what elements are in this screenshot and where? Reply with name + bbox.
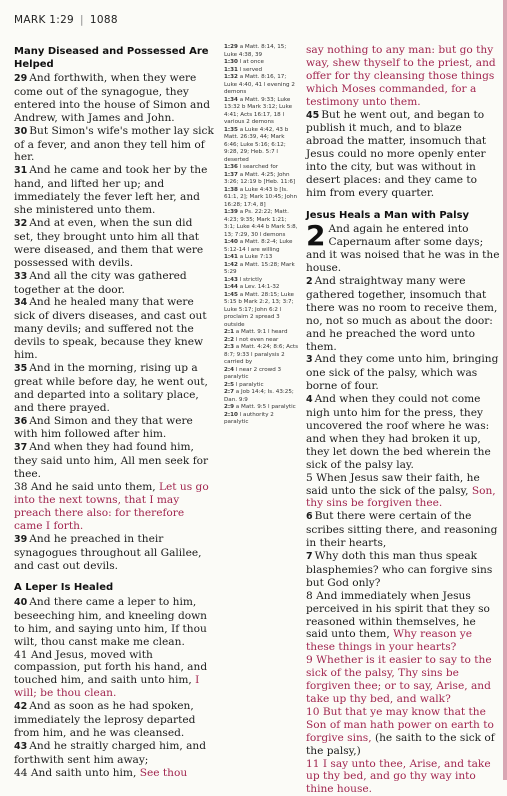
right-text-column: [306, 44, 500, 796]
verse-29: 29 And forthwith, when they were come out of the synagogue, they entered into the house of Simon and Andrew, with James and John.: [14, 72, 210, 124]
verse-44: 44 And saith unto him, See thou: [14, 766, 188, 779]
section-heading: Many Diseased and Possessed Are Helped: [14, 46, 209, 70]
cross-reference: 2:7 a Job 14:4; Is. 43:25; Dan. 9:9: [224, 389, 296, 403]
verse-34: 34 And he healed many that were sick of divers diseases, and cast out many devils; and suffered not the devils to speak, because they knew him.: [14, 296, 207, 362]
verse-38: 38 And he said unto them, Let us go into the next towns, that I may preach there also: for therefore came I forth.: [14, 481, 209, 532]
verse-2-5: 5 When Jesus saw their faith, he said unto the sick of the palsy, Son, thy sins be forgiven thee.: [306, 471, 496, 510]
section-heading: A Leper Is Healed: [14, 582, 114, 594]
verse-37: 37 And when they had found him, they said unto him, All men seek for thee.: [14, 441, 209, 481]
cross-reference: 2:9 a Matt. 9:5 l paralytic: [224, 404, 296, 410]
cross-reference: 1:34 a Matt. 9:33; Luke 13:32 b Mark 3:12; Luke 4:41; Acts 16:17, 18 l various 2 demons: [224, 96, 294, 125]
cross-reference: 1:40 a Matt. 8:2-4; Luke 5:12-14 l are willing: [224, 239, 295, 253]
cross-reference: 1:31 l served: [224, 66, 262, 73]
cross-reference: 2:3 a Matt. 4:24; 8:6; Acts 8:7; 9:33 l paralysis 2 carried by: [224, 344, 300, 365]
verse-list: [14, 72, 215, 481]
verse-41: 41 And Jesus, moved with compassion, put forth his hand, and touched him, and saith unto him, I will; be thou clean.: [14, 648, 208, 700]
verse-36: 36 And Simon and they that were with him followed after him.: [14, 414, 193, 441]
cross-reference: 1:39 a Ps. 22:22; Matt. 4:23; 9:35; Mark 1:21; 3:1; Luke 4:44 b Mark 5:8, 13; 7:29, 30 l demons: [224, 209, 300, 238]
verse-35: 35 And in the morning, rising up a great while before day, he went out, and departed into a solitary place, and there prayed.: [14, 361, 208, 414]
chapter-number: 2: [306, 219, 326, 253]
cross-reference: 1:38 a Luke 4:43 b [Is. 61:1, 2]; Mark 10:45; John 16:28; 17:4, 8]: [224, 186, 299, 208]
verse-33: 33 And all the city was gathered together at the door.: [14, 269, 187, 296]
verse-2-8: 8 And immediately when Jesus perceived in his spirit that they so reasoned within themselves, he said unto them, Why reason ye these things in your hearts?: [306, 589, 490, 654]
verse-list: [306, 275, 500, 472]
verse-2-1: 2 And again he entered into Capernaum after some days; and it was noised that he was in the house.: [306, 219, 500, 275]
cross-reference: 1:29 a Matt. 8:14, 15; Luke 4:38, 39: [224, 44, 289, 58]
running-head: MARK 1:29 | 1088: [14, 14, 118, 26]
verse-2-9: 9 Whether is it easier to say to the sick of the palsy, Thy sins be forgiven thee; or to say, Arise, and take up thy bed, and walk?: [306, 654, 492, 705]
cross-reference: 1:41 a Luke 7:13: [224, 254, 273, 260]
cross-reference: 1:44 a Lev. 14:1-32: [224, 284, 280, 290]
verse-2-7: 7 Why doth this man thus speak blasphemies? who can forgive sins but God only?: [306, 550, 493, 589]
verse-32: 32 And at even, when the sun did set, they brought unto him all that were diseased, and them that were possessed with devils.: [14, 216, 204, 269]
reference-list: [224, 44, 298, 427]
cross-reference: 1:36 l searched for: [224, 164, 279, 170]
words-of-jesus: Let us go into the next towns, that I may preach there also: for therefore came I forth.: [14, 481, 209, 532]
cross-reference: 2:2 l not even near: [224, 336, 279, 343]
cross-reference: 2:4 l near 2 crowd 3 paralytic: [224, 366, 283, 380]
words-of-jesus: See thou: [139, 766, 188, 779]
words-of-jesus: say nothing to any man: but go thy way, shew thyself to the priest, and offer for thy cleansing those things which Moses commanded, for a testimony unto them.: [306, 44, 496, 108]
verse-40: 40 And there came a leper to him, beseeching him, and kneeling down to him, and saying unto him, If thou wilt, thou canst make me clean.: [14, 595, 207, 648]
cross-reference: 1:32 a Matt. 8:16, 17; Luke 4:40, 41 l evening 2 demons: [224, 74, 297, 95]
page-number: 1088: [89, 14, 118, 26]
verse-45: 45 But he went out, and began to publish it much, and to blaze abroad the matter, insomuch that Jesus could no more openly enter into the city, but was without in desert places: and they came to him from every quarter.: [306, 108, 487, 199]
verse-30: 30 But Simon's wife's mother lay sick of a fever, and anon they tell him of her.: [14, 124, 214, 164]
verse-2-2: 2 And straightway many were gathered together, insomuch that there was no room to receive them, no, not so much as about the door: and he preached the word unto them.: [306, 275, 498, 353]
cross-reference-column: [224, 44, 298, 427]
words-of-jesus: 10 But that ye may know that the Son of man hath power on earth to forgive sins,: [306, 705, 494, 744]
cross-reference: 1:30 l at once: [224, 59, 264, 65]
verse-39: 39 And he preached in their synagogues throughout all Galilee, and cast out devils.: [14, 532, 202, 572]
verse-2-11: 11 I say unto thee, Arise, and take up thy bed, and go thy way into thine house.: [306, 757, 491, 796]
words-of-jesus: I will; be thou clean.: [14, 674, 200, 700]
cross-reference: 2:5 l paralytic: [224, 381, 264, 388]
verse-2-10: 10 But that ye may know that the Son of man hath power on earth to forgive sins, (he saith to the sick of the palsy,): [306, 705, 495, 757]
verse-2-4: 4 And when they could not come nigh unto him for the press, they uncovered the roof where he was: and when they had broken it up, they let down the bed wherein the sick of the palsy lay.: [306, 393, 491, 471]
cross-reference: 1:45 a Matt. 28:15; Luke 5:15 b Mark 2:2, 13; 3:7; Luke 5:17; John 6:2 l proclaim 2 spread 3 outside: [224, 291, 296, 328]
cross-reference: 1:37 a Matt. 4:25; John 3:26; 12:19 b [Heb. 11:6]: [224, 171, 296, 185]
verse-43: 43 And he straitly charged him, and forthwith sent him away;: [14, 739, 207, 766]
verse-2-6: 6 But there were certain of the scribes sitting there, and reasoning in their hearts,: [306, 510, 498, 550]
words-of-jesus: Son, thy sins be forgiven thee.: [306, 484, 496, 510]
verse-31: 31 And he came and took her by the hand, and lifted her up; and immediately the fever left her, and she ministered unto them.: [14, 164, 208, 217]
cross-reference: 1:43 l strictly: [224, 276, 263, 283]
book-chapter: MARK 1:29: [14, 14, 75, 26]
cross-reference: 1:42 a Matt. 15:28; Mark 5:29: [224, 261, 297, 275]
page-edge-marker: [503, 0, 507, 780]
cross-reference: 2:10 l authority 2 paralytic: [224, 411, 276, 425]
verse-42: 42 And as soon as he had spoken, immediately the leprosy departed from him, and he was cleansed.: [14, 700, 196, 739]
left-text-column: [14, 44, 215, 780]
cross-reference: 1:35 a Luke 4:42, 43 b Matt. 26:39, 44; Mark 6:46; Luke 5:16; 6:12; 9:28, 29; Heb. 5:7 l deserted: [224, 126, 291, 163]
cross-reference: 2:1 a Matt. 9:1 l heard: [224, 329, 288, 335]
words-of-jesus: Why reason ye these things in your hearts?: [306, 628, 473, 654]
verse-2-3: 3 And they come unto him, bringing one sick of the palsy, which was borne of four.: [306, 353, 499, 393]
verse-list: [14, 596, 215, 649]
section-heading: Jesus Heals a Man with Palsy: [306, 209, 470, 221]
